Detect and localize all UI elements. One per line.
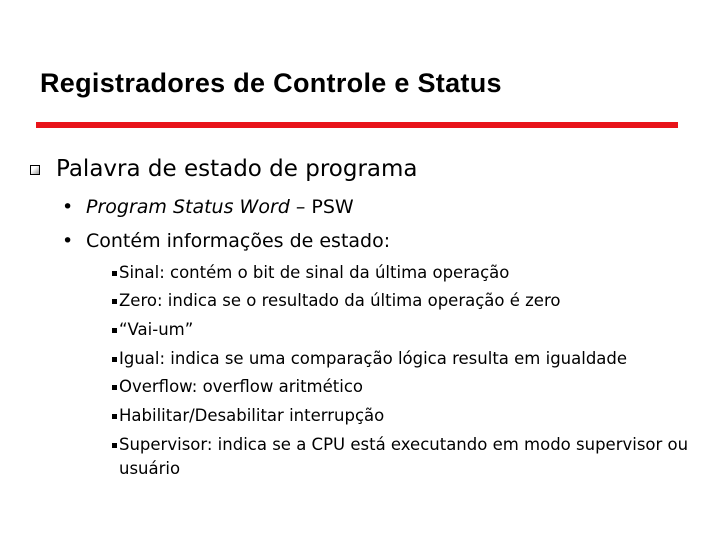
sub-bullet-text <box>86 196 354 218</box>
square-bullet-icon <box>30 165 40 175</box>
sub-bullet-text: Contém informações de estado: <box>86 230 391 252</box>
small-square-bullet-icon <box>112 414 117 419</box>
small-square-bullet-icon <box>112 443 117 448</box>
slide-title: Registradores de Controle e Status <box>40 68 502 98</box>
bullet-dot-icon: • <box>62 196 74 218</box>
sub-bullet-italic: Program Status Word <box>86 196 290 218</box>
small-square-bullet-icon <box>112 357 117 362</box>
sub-bullet-rest: – PSW <box>289 196 354 218</box>
main-bullet-text: Palavra de estado de programa <box>56 156 418 182</box>
bullet-dot-icon: • <box>62 230 74 252</box>
title-underline <box>36 122 678 128</box>
small-square-bullet-icon <box>112 299 117 304</box>
small-square-bullet-icon <box>112 385 117 390</box>
small-square-bullet-icon <box>112 271 117 276</box>
small-square-bullet-icon <box>112 328 117 333</box>
